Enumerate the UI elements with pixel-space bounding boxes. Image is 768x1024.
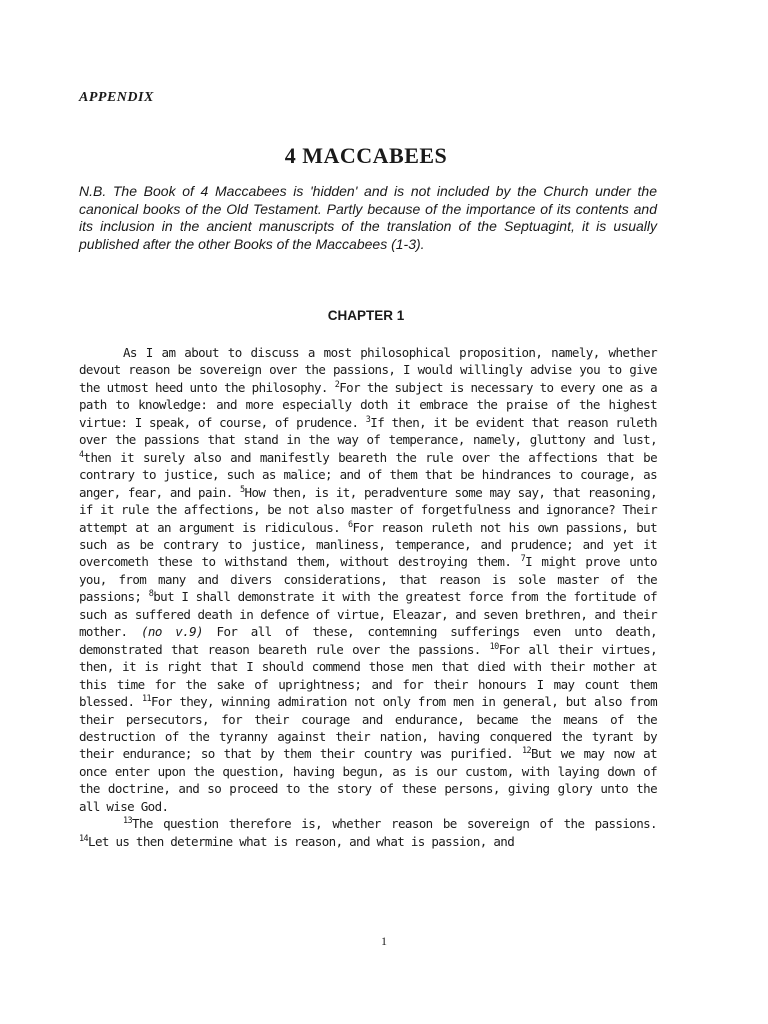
verse-text: For reason ruleth not his own passions, but such as be contrary to justice, manliness, temperance, and prudence; and yet it overcometh these to withstand them, without destroying them.	[79, 519, 658, 570]
verse-text: For all of these, contemning sufferings even unto death, demonstrated that reason beareth rule over the passions.	[79, 624, 657, 657]
verse-text: I might prove unto you, from many and divers considerations, that reason is sole master of the passions;	[79, 554, 657, 605]
verse-number: 14	[79, 833, 89, 844]
editorial-note: N.B. The Book of 4 Maccabees is 'hidden' and is not included by the Church under the canonical books of the Old Testament. Partly because of the importance of its contents and its inclusion in the ancient manuscripts of the translation of the Septuagint, it is usually published after the other Books of the Maccabees (1-3).	[79, 183, 657, 252]
verse-number: 10	[489, 641, 499, 652]
verse-text: But we may now at once enter upon the question, having begun, as is our custom, with laying down of the doctrine, and so proceed to the story of these persons, giving glory unto the all wise God.	[79, 746, 657, 814]
verse-text: For the subject is necessary to every one as a path to knowledge: and more especially doth it embrace the praise of the highest virtue: I speak, of course, of prudence.	[79, 379, 657, 430]
verse-number: 13	[123, 816, 133, 827]
verse-number: 7	[520, 554, 526, 565]
verse-text: If then, it be evident that reason ruleth over the passions that stand in the way of temperance, namely, gluttony and lust,	[79, 414, 657, 448]
verse-number: 12	[522, 746, 532, 757]
verse-text: The question therefore is, whether reason be sovereign of the passions.	[132, 816, 657, 832]
verse-text: then it surely also and manifestly beareth the rule over the affections that be contrary to justice, such as malice; and of them that be hindrances to courage, as anger, fear, and pain.	[79, 449, 657, 500]
verse-number: 3	[365, 414, 371, 425]
paragraph	[79, 344, 657, 815]
verse-text: As I am about to discuss a most philosophical proposition, namely, whether devout reason be sovereign over the passions, I would willingly advise you to give the utmost heed unto the philosophy.	[79, 345, 657, 395]
verse-number: 4	[79, 449, 84, 460]
verse-text: but I shall demonstrate it with the greatest force from the fortitude of such as suffered death in defence of virtue, Eleazar, and seven brethren, and their mother.	[79, 589, 657, 640]
verse-number: 5	[240, 484, 245, 495]
verse-number: 11	[141, 693, 151, 704]
verse-number: 2	[334, 379, 340, 390]
verse-number: 6	[347, 519, 353, 530]
section-header: APPENDIX	[79, 90, 154, 105]
editor-note-inline: (no v.9)	[141, 624, 203, 640]
paragraph	[79, 815, 657, 850]
verse-text: How then, is it, peradventure some may say, that reasoning, if it rule the affections, be not also master of forgetfulness and ignorance? Their attempt at an argument is ridiculous.	[79, 484, 657, 535]
verse-text: For all their virtues, then, it is right that I should commend those men that died with their mother at this time for the sake of uprightness; and for their honours I may count them blessed.	[79, 641, 657, 710]
chapter-heading: CHAPTER 1	[327, 308, 405, 323]
verse-text: Let us then determine what is reason, and what is passion, and	[88, 833, 515, 849]
page-number: 1	[381, 934, 387, 948]
book-title: 4 MACCABEES	[284, 143, 448, 168]
verse-number: 8	[148, 589, 154, 600]
verse-text: For they, winning admiration not only from men in general, but also from their persecutors, for their courage and endurance, became the means of the destruction of the tyranny against their nation, having conquered the tyrant by their endurance; so that by them their country was purified.	[79, 694, 657, 762]
chapter-text	[79, 344, 657, 850]
